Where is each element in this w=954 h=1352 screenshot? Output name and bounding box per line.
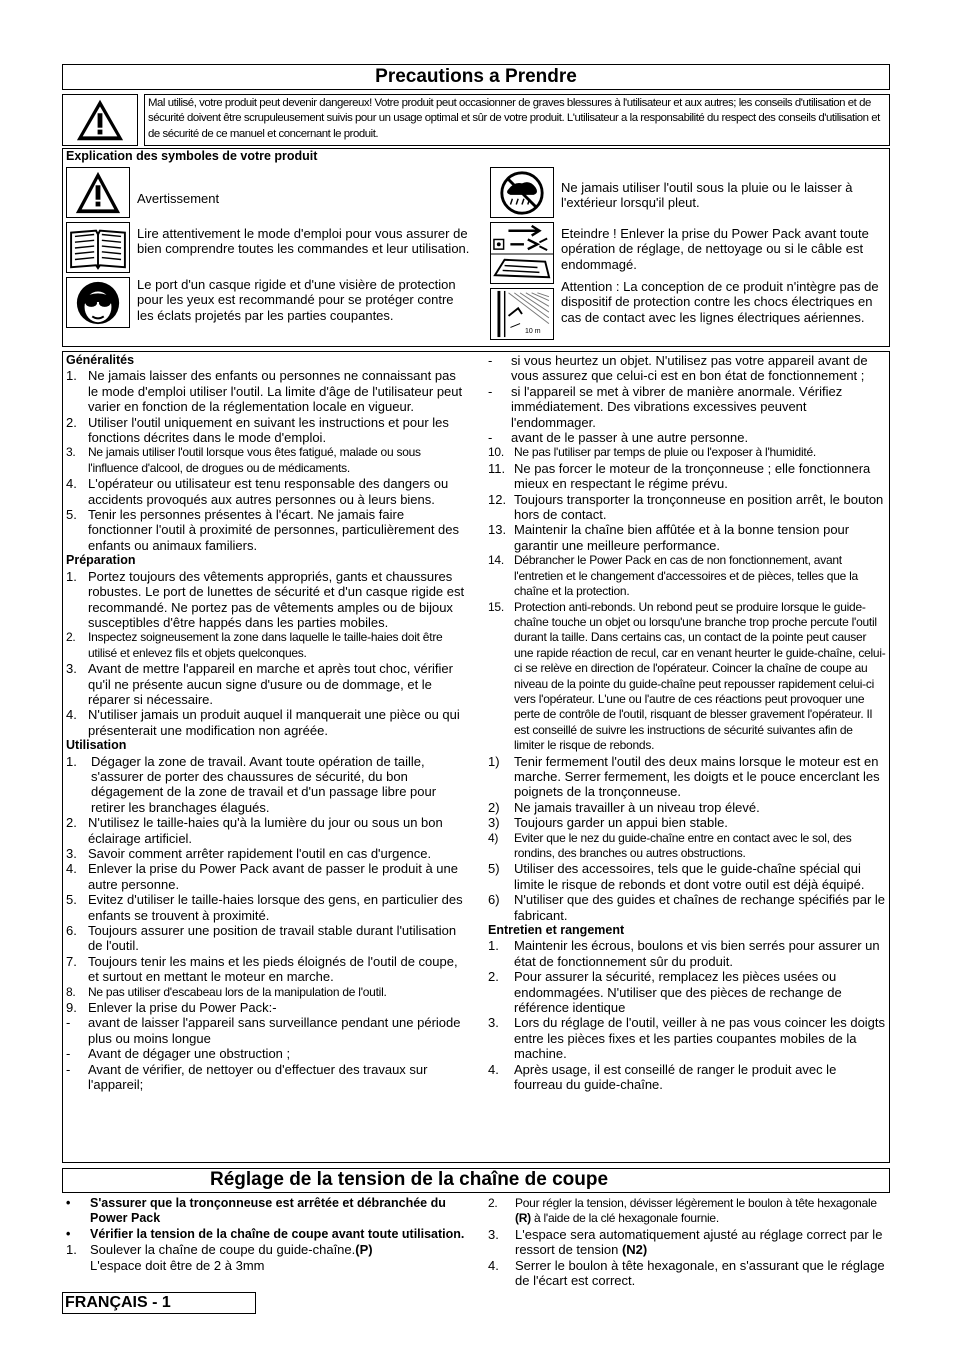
warning-triangle-icon xyxy=(67,168,129,217)
symbol-rain-text: Ne jamais utiliser l'outil sous la pluie ou le laisser à l'extérieur lorsqu'il pleut. xyxy=(561,180,853,211)
ref-label: (R) xyxy=(515,1211,531,1226)
symbol-manual-frame xyxy=(66,222,130,273)
list-item: 5) Utiliser des accessoires, tels que le guide-chaîne spécial qui limite le risque de rebonds et dont votre outil est déjà équipé. xyxy=(488,861,865,892)
warning-text-box xyxy=(144,94,890,146)
head-protection-icon xyxy=(67,278,129,327)
list-item: 5. Tenir les personnes présentes à l'écart. Ne jamais faire fonctionner l'outil à proximité de personnes, particulièrement des enfants ou animaux familiers. xyxy=(66,507,460,553)
no-rain-icon xyxy=(491,168,553,217)
warning-text: Mal utilisé, votre produit peut devenir dangereux! Votre produit peut occasionner de graves blessures à l'utilisateur et aux autres; les conseils d'utilisation et de sécurité doivent être scrupuleusement suivis pour un usage optimal et sûr de votre produit. L'utilisateur a la responsabilité du respect des conseils d'utilisation et de sécurité de ce manuel et concernant le produit. xyxy=(148,97,880,140)
list-item: 8. Ne pas utiliser d'escabeau lors de la manipulation de l'outil. xyxy=(66,984,387,999)
symbol-unplug-frame xyxy=(490,222,554,284)
list-item: 2. Inspectez soigneusement la zone dans laquelle le taille-haies doit être utilisé et enlevez fils et objets quelconques. xyxy=(66,630,443,660)
list-item: 1. Maintenir les écrous, boulons et vis bien serrés pour assurer un état de fonctionnement sûr du produit. xyxy=(488,938,880,969)
right-column xyxy=(488,353,886,1093)
entretien-heading: Entretien et rangement xyxy=(488,923,625,938)
utilisation-continued-list xyxy=(488,353,886,923)
list-item: 2. Utiliser l'outil uniquement en suivant les instructions et pour les fonctions décrites dans le mode d'emploi. xyxy=(66,414,449,446)
distance-label: 10 m xyxy=(525,328,541,335)
list-item: 1. Soulever la chaîne de coupe du guide-chaîne.(P) L'espace doit être de 2 à 3mm xyxy=(66,1242,373,1273)
symbol-unplug-text: Eteindre ! Enlever la prise du Power Pack avant toute opération de réglage, de nettoyage ou si le câble est endommagé. xyxy=(561,226,869,272)
symbol-power-line-frame xyxy=(490,288,554,340)
list-item: - Avant de dégager une obstruction ; xyxy=(66,1046,291,1062)
list-item: 4. Enlever la prise du Power Pack avant de passer le produit à une autre personne. xyxy=(66,861,458,892)
section2-title-box xyxy=(62,1168,890,1193)
list-item: 14. Débrancher le Power Pack en cas de non fonctionnement, avant l'entretien et le changement d'accessoires et de pièces, telles que la chaîne et la protection. xyxy=(488,553,858,599)
power-line-icon xyxy=(491,289,553,339)
list-item: 1. Ne jamais laisser des enfants ou personnes ne connaissant pas le mode d'emploi utiliser l'outil. La limite d'âge de l'utilisateur peut varier en fonction de la réglementation locale en vigueur. xyxy=(66,368,463,415)
list-item: 4. N'utiliser jamais un produit auquel il manquerait une pièce ou qui présenterait une modification non agréée. xyxy=(66,707,460,738)
preparation-heading: Préparation xyxy=(66,553,136,568)
list-item: - avant de laisser l'appareil sans surveillance pendant une période plus ou moins longue xyxy=(66,1015,461,1046)
list-item: 10. Ne pas l'utiliser par temps de pluie ou l'exposer à l'humidité. xyxy=(488,445,816,460)
list-item: • S'assurer que la tronçonneuse est arrêtée et débranchée du Power Pack xyxy=(66,1196,446,1226)
symbol-rain-frame xyxy=(490,167,554,218)
section2-title: Réglage de la tension de la chaîne de coupe xyxy=(210,1169,609,1190)
list-item: 4) Eviter que le nez du guide-chaîne entre en contact avec le sol, des rondins, des branches ou autres obstructions. xyxy=(488,830,852,860)
symbol-head-frame xyxy=(66,277,130,328)
ref-label: (N2) xyxy=(621,1242,648,1258)
symbol-warning-text: Avertissement xyxy=(137,191,220,206)
list-item: - si vous heurtez un objet. N'utilisez pas votre appareil avant de vous assurez que celui-ci est en bon état de fonctionnement ; xyxy=(488,353,868,384)
list-item: - si l'appareil se met à vibrer de manière anormale. Vérifiez immédiatement. Des vibrations excessives peuvent l'endommager. xyxy=(488,383,843,430)
section-title-box xyxy=(62,64,890,90)
generalites-heading: Généralités xyxy=(66,353,135,367)
symbol-manual-text: Lire attentivement le mode d'emploi pour vous assurer de bien comprendre toutes les commandes et leur utilisation. xyxy=(137,226,470,257)
list-item: 3) Toujours garder un appui bien stable. xyxy=(488,815,728,831)
section2-right xyxy=(488,1196,886,1288)
list-item: 3. Avant de mettre l'appareil en marche et après tout choc, vérifier qu'il ne présente aucun signe d'usure ou de dommage, et le réparer si nécessaire. xyxy=(66,661,453,707)
section2-left xyxy=(66,1196,466,1273)
list-item: 2. Pour assurer la sécurité, remplacez les pièces usées ou endommagées. N'utiliser que des pièces de rechange de référence identique xyxy=(488,969,842,1016)
list-item: 6. Toujours assurer une position de travail stable durant l'utilisation de l'outil. xyxy=(66,923,457,954)
entretien-list xyxy=(488,938,886,1092)
generalites-list xyxy=(66,368,468,553)
list-item: 3. Savoir comment arrêter rapidement l'outil en cas d'urgence. xyxy=(66,846,432,861)
left-column xyxy=(66,353,468,1093)
symbols-heading: Explication des symboles de votre produit xyxy=(66,149,318,163)
warning-triangle-icon xyxy=(63,95,137,145)
list-item: 2. Pour régler la tension, dévisser légèrement le boulon à tête hexagonale (R) à l'aide de la clé hexagonale fournie. xyxy=(488,1196,877,1226)
list-item: 5. Evitez d'utiliser le taille-haies lorsque des gens, en particulier des enfants se trouvent à proximité. xyxy=(66,892,463,923)
list-item: 11. Ne pas forcer le moteur de la tronçonneuse ; elle fonctionnera mieux en respectant le régime prévu. xyxy=(488,460,871,492)
list-item: 3. Lors du réglage de l'outil, veiller à ne pas vous coincer les doigts entre les pièces fixes et les parties coupantes mobiles de la machine. xyxy=(488,1015,886,1062)
manual-book-icon xyxy=(67,223,129,272)
list-item: 3. Ne jamais utiliser l'outil lorsque vous êtes fatigué, malade ou sous l'influence d'alcool, de drogues ou de médicaments. xyxy=(66,445,421,475)
list-item: 1. Dégager la zone de travail. Avant toute opération de taille, s'assurer de porter des chaussures de sécurité, du bon dégagement de la zone de travail et d'un passage libre pour retirer les branchages élagués. xyxy=(66,753,437,815)
list-item: 7. Toujours tenir les mains et les pieds éloignés de l'outil de coupe, et surtout en mettant le moteur en marche. xyxy=(66,953,458,985)
list-item: 2. N'utilisez le taille-haies qu'à la lumière du jour ou sous un bon éclairage artificiel. xyxy=(66,815,443,846)
ref-label: (P) xyxy=(355,1242,373,1258)
utilisation-heading: Utilisation xyxy=(66,738,127,753)
list-item: 4. Serrer le boulon à tête hexagonale, en s'assurant que le réglage de l'écart est correct. xyxy=(488,1257,885,1289)
page-label: FRANÇAIS - 1 xyxy=(65,1294,171,1311)
list-item: - avant de le passer à une autre personne. xyxy=(488,430,749,446)
list-item: 4. Après usage, il est conseillé de ranger le produit avec le fourreau du guide-chaîne. xyxy=(488,1061,837,1093)
list-item: 4. L'opérateur ou utilisateur est tenu responsable des dangers ou accidents provoqués aux autres personnes ou à leurs biens. xyxy=(66,476,449,507)
symbol-head-text: Le port d'un casque rigide et d'une visière de protection pour les yeux est recommandé pour se protéger contre les éclats projetés par les parties coupantes. xyxy=(137,277,456,323)
list-item: 2) Ne jamais travailler à un niveau trop élevé. xyxy=(488,799,760,815)
symbol-power-line-text: Attention : La conception de ce produit n'intègre pas de dispositif de protection contre les chocs électriques en cas de contact avec les lignes électriques aériennes. xyxy=(561,279,879,325)
list-item: - Avant de vérifier, de nettoyer ou d'effectuer des travaux sur l'appareil; xyxy=(66,1061,428,1093)
unplug-icon xyxy=(491,223,553,283)
list-item: 15. Protection anti-rebonds. Un rebond peut se produire lorsque le guide-chaîne touche un objet ou lorsqu'une branche trop proche percute l'outil durant la taille. Dans certains cas, un contact de la pointe peut causer une rapide réaction de recul, car en venant heurter le guide-chaîne, celui-ci se relève en direction de l'opérateur. Coincer la chaîne de coupe au niveau de la pointe du guide-chaîne peut repousser rapidement celui-ci vers l'opérateur. L'une ou l'autre de ces réactions peut provoquer une perte de contrôle de l'outil, risquant de blesser gravement l'opérateur. Il est conseillé de suivre les instructions de sécurité suivantes afin de limiter le risque de rebonds. xyxy=(488,599,886,753)
list-item: 6) N'utiliser que des guides et chaînes de rechange spécifiés par le fabricant. xyxy=(488,892,886,923)
list-item: • Vérifier la tension de la chaîne de coupe avant toute utilisation. xyxy=(66,1226,465,1241)
page-title: Precautions a Prendre xyxy=(375,66,577,87)
utilisation-list xyxy=(66,754,468,1093)
list-item: 1. Portez toujours des vêtements appropriés, gants et chaussures robustes. Le port de lunettes de sécurité et d'un casque rigide est recommandé. Ne portez pas de vêtements amples ou de bijoux susceptibles d'être happés dans les parties mobiles. xyxy=(66,568,465,630)
list-item: 13. Maintenir la chaîne bien affûtée et à la bonne tension pour garantir une meilleure performance. xyxy=(488,522,850,553)
list-item: 9. Enlever la prise du Power Pack:- xyxy=(66,1000,277,1016)
list-item: 1) Tenir fermement l'outil des deux mains lorsque le moteur est en marche. Serrer fermement, les doigts et le pouce encerclant les poignets de la tronçonneuse. xyxy=(488,753,880,800)
preparation-list xyxy=(66,569,468,738)
list-item: 3. L'espace sera automatiquement ajusté au réglage correct par le ressort de tension (N2) xyxy=(488,1226,883,1258)
symbol-warning-frame xyxy=(66,167,130,218)
list-item: 12. Toujours transporter la tronçonneuse en position arrêt, le bouton hors de contact. xyxy=(488,491,884,523)
page-footer-box xyxy=(62,1292,256,1314)
warning-icon-frame xyxy=(62,94,138,146)
